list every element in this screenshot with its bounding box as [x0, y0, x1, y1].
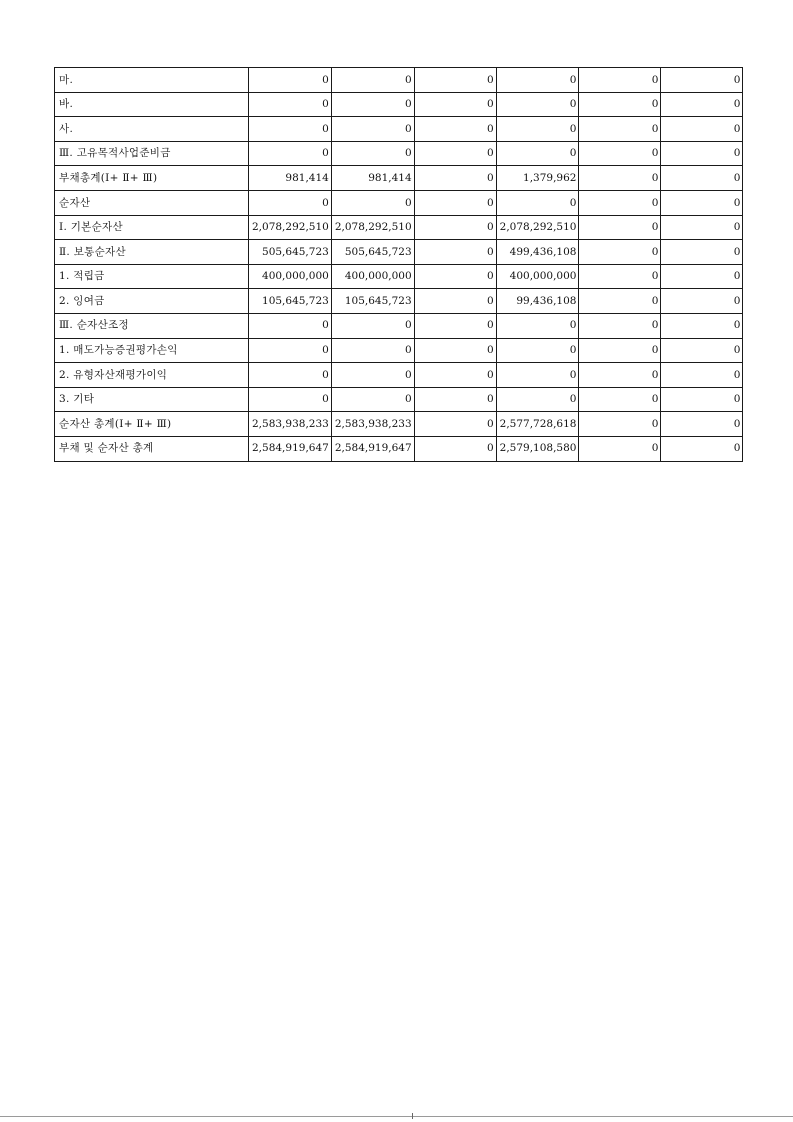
cell-value: 0: [579, 264, 661, 289]
cell-value: 2,078,292,510: [249, 215, 332, 240]
cell-value: 0: [414, 240, 496, 265]
cell-value: 0: [661, 215, 743, 240]
cell-value: 0: [496, 141, 579, 166]
cell-value: 0: [331, 313, 414, 338]
cell-value: 0: [579, 338, 661, 363]
cell-value: 0: [414, 68, 496, 93]
row-label: 1. 매도가능증권평가손익: [55, 338, 249, 363]
cell-value: 0: [331, 338, 414, 363]
cell-value: 0: [414, 117, 496, 142]
row-label: 사.: [55, 117, 249, 142]
cell-value: 0: [496, 363, 579, 388]
table-row: [55, 240, 743, 265]
cell-value: 0: [414, 436, 496, 461]
table-row: [55, 166, 743, 191]
cell-value: 0: [414, 363, 496, 388]
cell-value: 0: [496, 190, 579, 215]
cell-value: 0: [661, 141, 743, 166]
table-row: [55, 338, 743, 363]
cell-value: 0: [661, 117, 743, 142]
row-label: 3. 기타: [55, 387, 249, 412]
table-row: [55, 412, 743, 437]
cell-value: 0: [661, 289, 743, 314]
cell-value: 0: [661, 363, 743, 388]
cell-value: 0: [496, 338, 579, 363]
table-row: [55, 313, 743, 338]
cell-value: 0: [331, 68, 414, 93]
cell-value: 0: [661, 436, 743, 461]
cell-value: 0: [249, 190, 332, 215]
cell-value: 0: [579, 289, 661, 314]
cell-value: 0: [414, 264, 496, 289]
cell-value: 0: [331, 387, 414, 412]
cell-value: 0: [496, 117, 579, 142]
cell-value: 0: [331, 141, 414, 166]
cell-value: 2,584,919,647: [331, 436, 414, 461]
footer-divider: [0, 1116, 793, 1117]
balance-sheet-table: [54, 67, 743, 462]
cell-value: 1,379,962: [496, 166, 579, 191]
table-row: [55, 387, 743, 412]
cell-value: 105,645,723: [249, 289, 332, 314]
cell-value: 99,436,108: [496, 289, 579, 314]
cell-value: 0: [661, 166, 743, 191]
cell-value: 0: [579, 215, 661, 240]
row-label: Ⅰ. 기본순자산: [55, 215, 249, 240]
cell-value: 0: [414, 166, 496, 191]
cell-value: 0: [249, 387, 332, 412]
table-row: [55, 436, 743, 461]
cell-value: 499,436,108: [496, 240, 579, 265]
cell-value: 0: [414, 215, 496, 240]
cell-value: 0: [496, 313, 579, 338]
cell-value: 0: [661, 313, 743, 338]
cell-value: 0: [579, 387, 661, 412]
row-label: 2. 유형자산재평가이익: [55, 363, 249, 388]
table-row: [55, 190, 743, 215]
row-label: 바.: [55, 92, 249, 117]
row-label: 순자산 총계(Ⅰ+ Ⅱ+ Ⅲ): [55, 412, 249, 437]
cell-value: 0: [496, 92, 579, 117]
row-label: 마.: [55, 68, 249, 93]
cell-value: 505,645,723: [249, 240, 332, 265]
cell-value: 0: [661, 68, 743, 93]
cell-value: 400,000,000: [331, 264, 414, 289]
table-row: [55, 215, 743, 240]
cell-value: 0: [661, 264, 743, 289]
row-label: 부채 및 순자산 총계: [55, 436, 249, 461]
cell-value: 0: [331, 92, 414, 117]
cell-value: 2,078,292,510: [496, 215, 579, 240]
cell-value: 0: [661, 190, 743, 215]
cell-value: 0: [579, 363, 661, 388]
footer-tick-mark: [412, 1113, 413, 1119]
cell-value: 0: [331, 117, 414, 142]
row-label: Ⅲ. 순자산조정: [55, 313, 249, 338]
cell-value: 505,645,723: [331, 240, 414, 265]
cell-value: 0: [414, 387, 496, 412]
cell-value: 0: [249, 141, 332, 166]
cell-value: 0: [414, 313, 496, 338]
cell-value: 0: [414, 289, 496, 314]
cell-value: 0: [414, 190, 496, 215]
cell-value: 0: [579, 436, 661, 461]
table-row: [55, 68, 743, 93]
cell-value: 2,078,292,510: [331, 215, 414, 240]
cell-value: 981,414: [331, 166, 414, 191]
table-body: [55, 68, 743, 462]
cell-value: 0: [414, 92, 496, 117]
table-row: [55, 289, 743, 314]
cell-value: 0: [579, 92, 661, 117]
cell-value: 400,000,000: [496, 264, 579, 289]
cell-value: 0: [414, 338, 496, 363]
cell-value: 0: [579, 240, 661, 265]
cell-value: 0: [249, 363, 332, 388]
cell-value: 2,584,919,647: [249, 436, 332, 461]
cell-value: 0: [496, 387, 579, 412]
cell-value: 2,579,108,580: [496, 436, 579, 461]
cell-value: 0: [414, 141, 496, 166]
cell-value: 0: [661, 412, 743, 437]
cell-value: 0: [579, 166, 661, 191]
cell-value: 400,000,000: [249, 264, 332, 289]
cell-value: 0: [579, 117, 661, 142]
cell-value: 0: [661, 240, 743, 265]
cell-value: 0: [414, 412, 496, 437]
cell-value: 0: [331, 190, 414, 215]
table-row: [55, 92, 743, 117]
cell-value: 0: [579, 313, 661, 338]
cell-value: 2,583,938,233: [331, 412, 414, 437]
cell-value: 0: [661, 338, 743, 363]
row-label: Ⅲ. 고유목적사업준비금: [55, 141, 249, 166]
row-label: 2. 잉여금: [55, 289, 249, 314]
cell-value: 0: [661, 92, 743, 117]
cell-value: 0: [249, 117, 332, 142]
row-label: 순자산: [55, 190, 249, 215]
cell-value: 0: [249, 338, 332, 363]
cell-value: 2,577,728,618: [496, 412, 579, 437]
row-label: 1. 적립금: [55, 264, 249, 289]
cell-value: 0: [579, 412, 661, 437]
row-label: 부채총계(Ⅰ+ Ⅱ+ Ⅲ): [55, 166, 249, 191]
row-label: Ⅱ. 보통순자산: [55, 240, 249, 265]
cell-value: 0: [579, 141, 661, 166]
cell-value: 0: [661, 387, 743, 412]
table-row: [55, 117, 743, 142]
cell-value: 2,583,938,233: [249, 412, 332, 437]
cell-value: 0: [249, 313, 332, 338]
cell-value: 0: [496, 68, 579, 93]
cell-value: 0: [249, 68, 332, 93]
table-row: [55, 141, 743, 166]
table-row: [55, 264, 743, 289]
cell-value: 105,645,723: [331, 289, 414, 314]
table-row: [55, 363, 743, 388]
cell-value: 0: [331, 363, 414, 388]
cell-value: 981,414: [249, 166, 332, 191]
cell-value: 0: [579, 190, 661, 215]
cell-value: 0: [579, 68, 661, 93]
cell-value: 0: [249, 92, 332, 117]
